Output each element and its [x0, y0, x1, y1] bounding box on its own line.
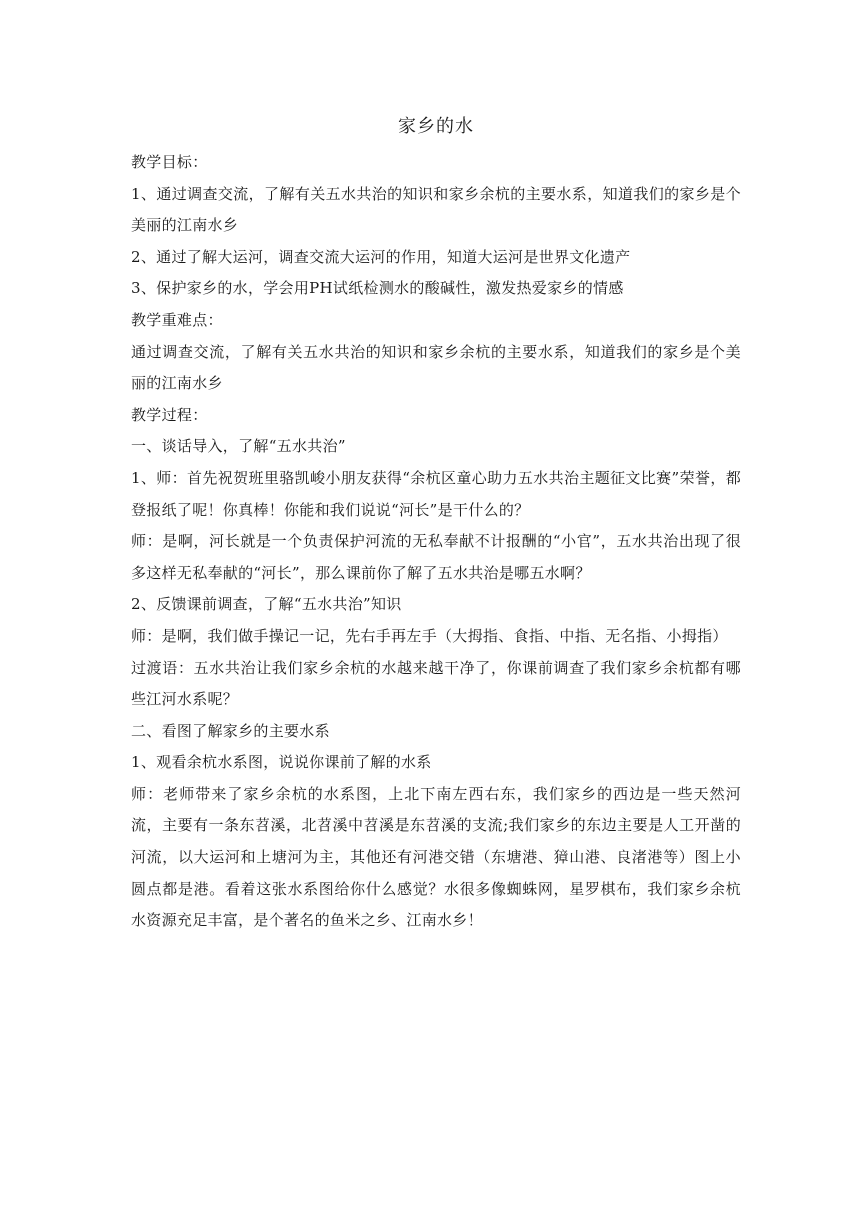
- process-paragraph: 师：是啊，我们做手操记一记，先右手再左手（大拇指、食指、中指、无名指、小拇指）: [131, 626, 728, 645]
- section-heading-objectives: 教学目标：: [131, 153, 208, 171]
- document-title: 家乡的水: [398, 116, 474, 137]
- process-paragraph: 过渡语：五水共治让我们家乡余杭的水越来越干净了，你课前调查了我们家乡余杭都有哪些江河水系呢？: [131, 658, 741, 709]
- objective-1: 1、通过调查交流，了解有关五水共治的知识和家乡余杭的主要水系，知道我们的家乡是个美丽的江南水乡: [131, 184, 741, 235]
- section-heading-process: 教学过程：: [131, 405, 208, 424]
- key-points-text: 通过调查交流，了解有关五水共治的知识和家乡余杭的主要水系，知道我们的家乡是个美丽的江南水乡: [131, 342, 741, 393]
- objective-3: 3、保护家乡的水，学会用PH试纸检测水的酸碱性，激发热爱家乡的情感: [131, 279, 624, 298]
- document-page: [131, 111, 741, 937]
- process-paragraph: 2、反馈课前调查，了解“五水共治”知识: [131, 595, 402, 614]
- process-paragraph: 师：老师带来了家乡余杭的水系图，上北下南左西右东，我们家乡的西边是一些天然河流，主要有一条东苕溪，北苕溪中苕溪是东苕溪的支流;我们家乡的东边主要是人工开凿的河流，以大运河和上塘河为主，其他还有河港交错（东塘港、獐山港、良渚港等）图上小圆点都是港。看着这张水系图给你什么感觉？水很多像蜘蛛网，星罗棋布，我们家乡余杭水资源充足丰富，是个著名的鱼米之乡、江南水乡！: [131, 784, 741, 930]
- process-paragraph: 1、师：首先祝贺班里骆凯峻小朋友获得“余杭区童心助力五水共治主题征文比赛”荣誉，都登报纸了呢！你真棒！你能和我们说说“河长”是干什么的？: [131, 468, 741, 519]
- section-heading-key-points: 教学重难点：: [131, 310, 223, 329]
- objective-2: 2、通过了解大运河，调查交流大运河的作用，知道大运河是世界文化遗产: [131, 247, 631, 266]
- process-paragraph: 1、观看余杭水系图，说说你课前了解的水系: [131, 753, 432, 772]
- process-step-1-heading: 一、谈话导入，了解“五水共治”: [131, 437, 346, 456]
- process-paragraph: 师：是啊，河长就是一个负责保护河流的无私奉献不计报酬的“小官”，五水共治出现了很多这样无私奉献的“河长”，那么课前你了解了五水共治是哪五水啊？: [131, 532, 741, 582]
- process-step-2-heading: 二、看图了解家乡的主要水系: [131, 721, 330, 740]
